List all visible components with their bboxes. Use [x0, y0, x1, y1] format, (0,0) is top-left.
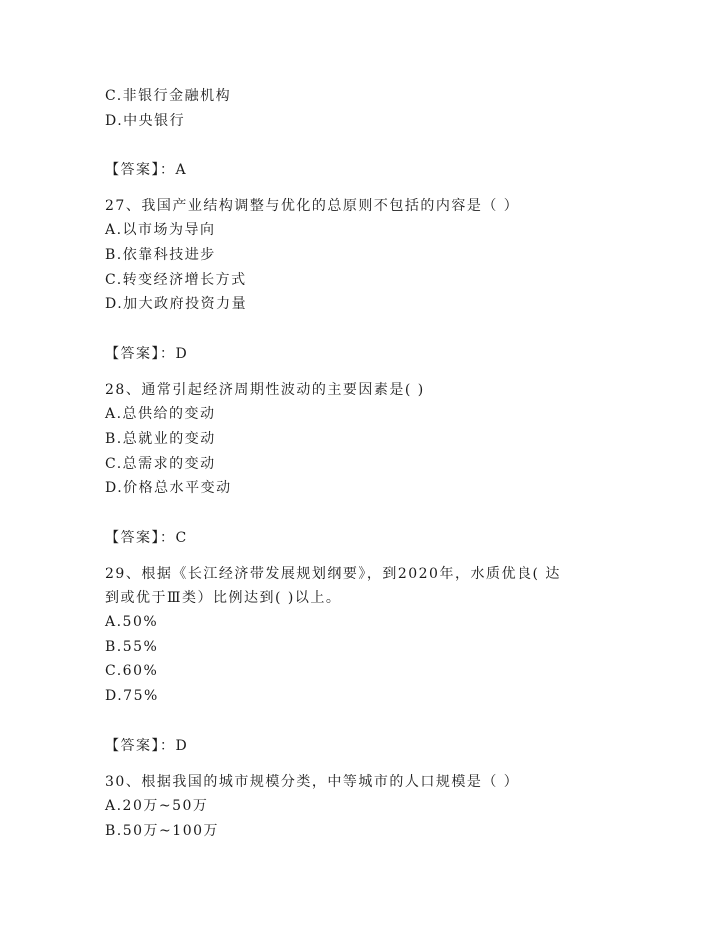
option-d: D.价格总水平变动: [105, 480, 232, 496]
option-d: D.加大政府投资力量: [105, 296, 248, 312]
option-b: B.依靠科技进步: [105, 247, 216, 263]
answer-27: 【答案】：D: [105, 346, 189, 362]
answer-29: 【答案】：D: [105, 738, 189, 754]
option-a: A.以市场为导向: [105, 222, 216, 238]
answer-28: 【答案】：C: [105, 530, 188, 546]
option-c: C.总需求的变动: [105, 456, 216, 472]
option-d: D.中央银行: [105, 113, 186, 129]
option-c: C.转变经济增长方式: [105, 272, 247, 288]
question-28: 28、通常引起经济周期性波动的主要因素是( ): [105, 382, 425, 398]
option-a: A.50%: [105, 614, 159, 630]
question-30: 30、根据我国的城市规模分类，中等城市的人口规模是（ ）: [105, 774, 520, 790]
option-c: C.60%: [105, 663, 159, 679]
question-27: 27、我国产业结构调整与优化的总原则不包括的内容是（ ）: [105, 198, 520, 214]
option-a: A.20万~50万: [105, 798, 209, 814]
option-b: B.55%: [105, 639, 159, 655]
option-a: A.总供给的变动: [105, 406, 216, 422]
answer-26: 【答案】：A: [105, 162, 188, 178]
option-b: B.总就业的变动: [105, 431, 216, 447]
question-29-line-1: 29、根据《长江经济带发展规划纲要》，到2020年，水质优良( 达: [105, 566, 561, 582]
option-d: D.75%: [105, 688, 159, 704]
option-c: C.非银行金融机构: [105, 88, 232, 104]
option-b: B.50万~100万: [105, 823, 220, 839]
question-29-line-2: 到或优于Ⅲ类）比例达到( )以上。: [105, 590, 342, 606]
